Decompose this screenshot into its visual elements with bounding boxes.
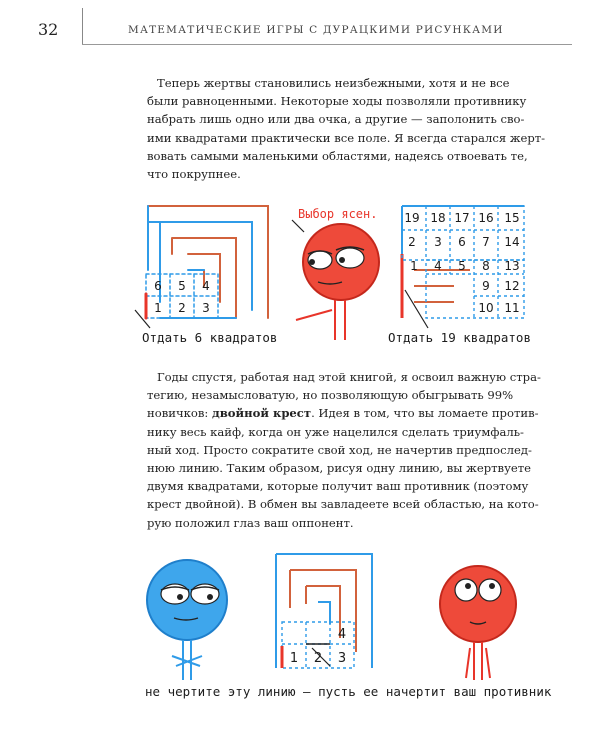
board-number: 19 (404, 211, 420, 225)
board-number: 8 (482, 259, 490, 273)
text-line: Теперь жертвы становились неизбежными, хотя и не все (157, 76, 510, 90)
board-number: 1 (289, 651, 299, 666)
text-fragment: новичков: (147, 406, 212, 421)
board-number: 4 (202, 279, 210, 293)
term-double-cross: двойной крест (211, 406, 312, 421)
text-line: тегию, незамысловатую, но позволяющую обыгрывать 99% (147, 388, 514, 403)
header-divider (82, 8, 83, 44)
speech-text: Выбор ясен. (298, 207, 378, 221)
text-line: Годы спустя, работая над этой книгой, я освоил важную стра- (157, 370, 541, 384)
board-number: 4 (337, 627, 347, 642)
running-title: МАТЕМАТИЧЕСКИЕ ИГРЫ С ДУРАЦКИМИ РИСУНКАМИ (128, 24, 504, 36)
board-number: 16 (478, 211, 494, 225)
board-number: 10 (478, 301, 494, 315)
speech-pointer (292, 220, 304, 232)
caption-give-6: Отдать 6 квадратов (142, 330, 278, 345)
text-line (147, 404, 539, 422)
board-number: 9 (482, 279, 490, 293)
text-line: нику весь кайф, когда он уже нацелился сделать триумфаль- (147, 424, 524, 439)
board-number: 5 (458, 259, 466, 273)
text-line: рую положил глаз ваш оппонент. (147, 515, 354, 530)
text-line: ими квадратами практически все поле. Я всегда старался жерт- (147, 130, 546, 145)
caption-double-cross: не чертите эту линию – пусть ее начертит ваш противник (145, 684, 552, 699)
board-number: 3 (434, 235, 442, 249)
board-number: 17 (454, 211, 470, 225)
board-number: 11 (504, 301, 520, 315)
text-line: что покрупнее. (147, 167, 241, 182)
caption-pointer (405, 290, 428, 328)
board-number: 1 (154, 301, 162, 315)
text-line: нюю линию. Таким образом, рисуя одну линию, вы жертвуете (147, 461, 532, 476)
board-number: 13 (504, 259, 520, 273)
board-number: 5 (178, 279, 186, 293)
text-line: ный ход. Просто сократите свой ход, не начертив предпослед- (147, 442, 532, 457)
text-line: вовать самыми маленькими областями, надеясь отвоевать те, (147, 148, 528, 163)
board-number: 2 (408, 235, 416, 249)
board-number: 3 (337, 651, 347, 666)
board-number: 14 (504, 235, 520, 249)
blue-character-illustration (147, 560, 227, 680)
board-number: 2 (178, 301, 186, 315)
header-rule (82, 44, 572, 45)
text-fragment: . Идея в том, что вы ломаете против- (311, 406, 539, 421)
caption-pointer (135, 310, 150, 328)
board-number: 15 (504, 211, 520, 225)
figure-sacrifice-comparison (0, 190, 600, 350)
board-number: 1 (410, 259, 418, 273)
text-line: двумя квадратами, которые получит ваш противник (поэтому (147, 479, 529, 494)
page-number: 32 (38, 20, 59, 39)
red-character-illustration (292, 220, 379, 340)
text-line: были равноценными. Некоторые ходы позволяли противнику (147, 94, 527, 109)
board-number: 3 (202, 301, 210, 315)
board-number: 18 (430, 211, 446, 225)
board-number: 6 (154, 279, 162, 293)
board-number: 4 (434, 259, 442, 273)
text-line: крест двойной). В обмен вы завладеете всей областью, на кото- (147, 497, 539, 512)
board-number: 7 (482, 235, 490, 249)
paragraph-1 (147, 74, 546, 183)
board-number: 12 (504, 279, 520, 293)
caption-give-19: Отдать 19 квадратов (388, 330, 531, 345)
text-line: набрать лишь одно или два очка, а другие — заполонить сво- (147, 112, 525, 127)
board-number: 2 (313, 651, 323, 666)
board-number: 6 (458, 235, 466, 249)
paragraph-2 (147, 368, 541, 532)
red-character-illustration-2 (440, 566, 516, 680)
figure-double-cross (0, 548, 600, 688)
